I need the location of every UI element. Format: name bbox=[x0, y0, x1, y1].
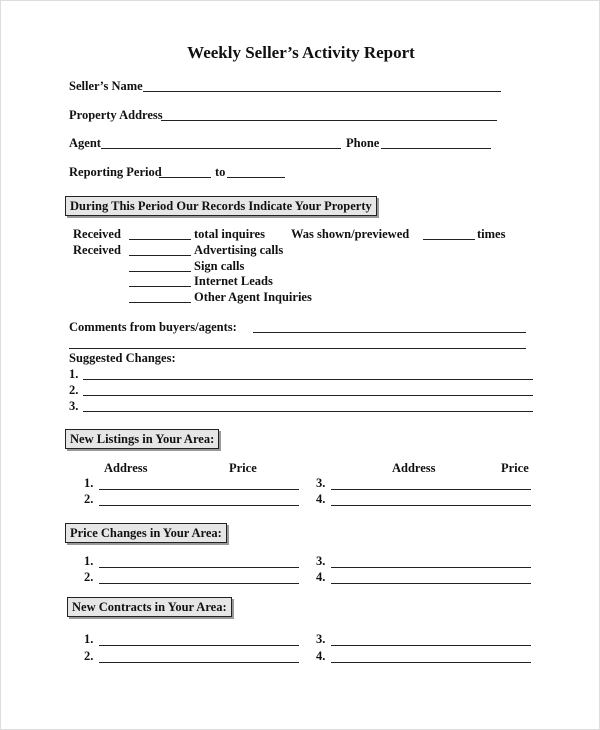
other-agent-label: Other Agent Inquiries bbox=[194, 290, 312, 304]
section-heading-new-listings: New Listings in Your Area: bbox=[65, 429, 219, 449]
sellers-name-field[interactable] bbox=[143, 91, 501, 92]
item-number: 1. bbox=[69, 367, 79, 381]
price-header: Price bbox=[229, 461, 257, 475]
item-number: 1. bbox=[84, 554, 94, 568]
suggested-change-3[interactable] bbox=[83, 411, 533, 412]
item-number: 4. bbox=[316, 492, 326, 506]
sign-calls-label: Sign calls bbox=[194, 259, 245, 273]
phone-label: Phone bbox=[346, 136, 380, 150]
times-label: times bbox=[477, 227, 506, 241]
contract-field-3[interactable] bbox=[331, 645, 531, 646]
contract-field-4[interactable] bbox=[331, 662, 531, 663]
price-change-field-4[interactable] bbox=[331, 583, 531, 584]
price-change-field-3[interactable] bbox=[331, 567, 531, 568]
item-number: 4. bbox=[316, 649, 326, 663]
section-heading-price-changes: Price Changes in Your Area: bbox=[65, 523, 227, 543]
suggested-changes-label: Suggested Changes: bbox=[69, 351, 176, 365]
suggested-change-2[interactable] bbox=[83, 395, 533, 396]
page-title: Weekly Seller’s Activity Report bbox=[187, 43, 415, 62]
section-heading-activity: During This Period Our Records Indicate Your Property bbox=[65, 196, 377, 216]
item-number: 4. bbox=[316, 570, 326, 584]
item-number: 3. bbox=[316, 632, 326, 646]
reporting-period-label: Reporting Period bbox=[69, 165, 162, 179]
price-change-field-1[interactable] bbox=[99, 567, 299, 568]
section-heading-new-contracts: New Contracts in Your Area: bbox=[67, 597, 232, 617]
item-number: 1. bbox=[84, 476, 94, 490]
address-header: Address bbox=[104, 461, 148, 475]
internet-leads-field[interactable] bbox=[129, 286, 191, 287]
item-number: 3. bbox=[316, 476, 326, 490]
item-number: 3. bbox=[316, 554, 326, 568]
period-start-field[interactable] bbox=[159, 177, 211, 178]
item-number: 3. bbox=[69, 399, 79, 413]
total-inquires-label: total inquires bbox=[194, 227, 265, 241]
received-label-2: Received bbox=[73, 243, 121, 257]
item-number: 2. bbox=[84, 492, 94, 506]
item-number: 2. bbox=[69, 383, 79, 397]
sign-calls-field[interactable] bbox=[129, 271, 191, 272]
advertising-calls-label: Advertising calls bbox=[194, 243, 284, 257]
agent-field[interactable] bbox=[101, 148, 341, 149]
price-header: Price bbox=[501, 461, 529, 475]
property-address-field[interactable] bbox=[161, 120, 497, 121]
agent-label: Agent bbox=[69, 136, 101, 150]
listing-field-3[interactable] bbox=[331, 489, 531, 490]
phone-field[interactable] bbox=[381, 148, 491, 149]
received-label: Received bbox=[73, 227, 121, 241]
advertising-calls-field[interactable] bbox=[129, 255, 191, 256]
to-label: to bbox=[215, 165, 226, 179]
listing-field-2[interactable] bbox=[99, 505, 299, 506]
comments-field[interactable] bbox=[253, 332, 526, 333]
internet-leads-label: Internet Leads bbox=[194, 274, 273, 288]
other-agent-field[interactable] bbox=[129, 302, 191, 303]
suggested-change-1[interactable] bbox=[83, 379, 533, 380]
address-header: Address bbox=[392, 461, 436, 475]
listing-field-4[interactable] bbox=[331, 505, 531, 506]
price-change-field-2[interactable] bbox=[99, 583, 299, 584]
contract-field-1[interactable] bbox=[99, 645, 299, 646]
item-number: 1. bbox=[84, 632, 94, 646]
property-address-label: Property Address bbox=[69, 108, 163, 122]
period-end-field[interactable] bbox=[227, 177, 285, 178]
comments-field-2[interactable] bbox=[69, 348, 526, 349]
times-shown-field[interactable] bbox=[423, 239, 475, 240]
shown-label: Was shown/previewed bbox=[291, 227, 410, 241]
total-inquires-field[interactable] bbox=[129, 239, 191, 240]
item-number: 2. bbox=[84, 570, 94, 584]
listing-field-1[interactable] bbox=[99, 489, 299, 490]
item-number: 2. bbox=[84, 649, 94, 663]
sellers-name-label: Seller’s Name bbox=[69, 79, 143, 93]
comments-label: Comments from buyers/agents: bbox=[69, 320, 237, 334]
contract-field-2[interactable] bbox=[99, 662, 299, 663]
